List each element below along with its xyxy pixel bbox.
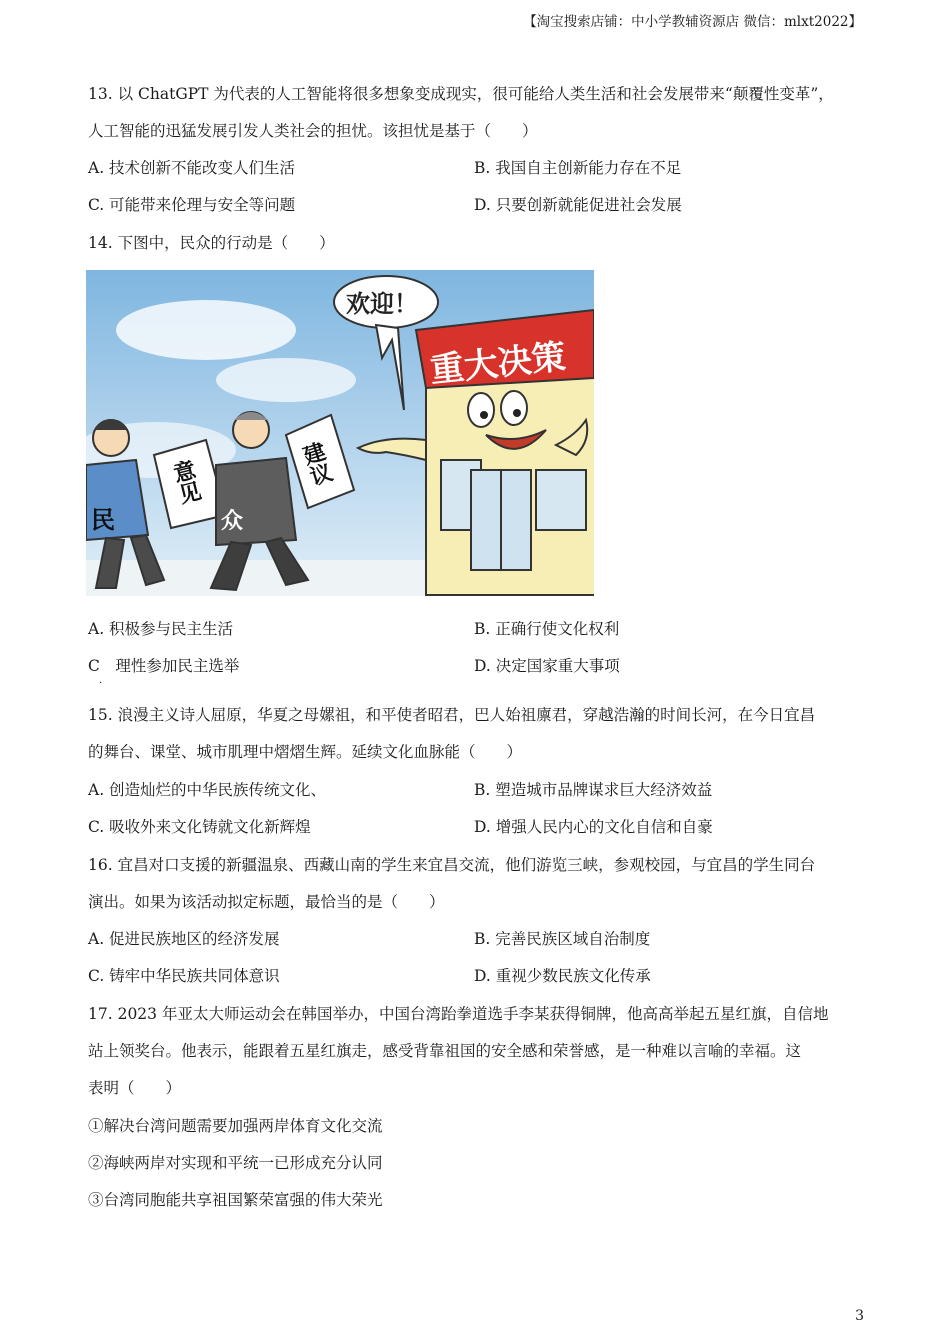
q13-option-c: C. 可能带来伦理与安全等问题 [88, 196, 296, 214]
q15-option-a: A. 创造灿烂的中华民族传统文化、 [88, 781, 327, 799]
q16-option-a: A. 促进民族地区的经济发展 [88, 930, 280, 948]
q17-stem-line3: 表明（ ） [88, 1079, 182, 1097]
q14-cartoon [86, 270, 594, 596]
q16-option-b: B. 完善民族区域自治制度 [474, 930, 651, 948]
q17-stem-line1: 17. 2023 年亚太大师运动会在韩国举办，中国台湾跆拳道选手李某获得铜牌，他高高举起五星红旗，自信地 [88, 1005, 829, 1023]
q17-stem-line2: 站上领奖台。他表示，能跟着五星红旗走，感受背靠祖国的安全感和荣誉感，是一种难以言喻的幸福。这 [88, 1042, 802, 1060]
q13-option-d: D. 只要创新就能促进社会发展 [474, 196, 682, 214]
q15-option-b: B. 塑造城市品牌谋求巨大经济效益 [474, 781, 713, 799]
q14-option-a: A. 积极参与民主生活 [88, 620, 234, 638]
person-1-char: 民 [91, 506, 115, 534]
q15-stem-line2: 的舞台、课堂、城市肌理中熠熠生辉。延续文化血脉能（ ） [88, 743, 523, 761]
q17-statement-3: ③台湾同胞能共享祖国繁荣富强的伟大荣光 [88, 1191, 383, 1209]
paper-2-text: 建议 [297, 439, 335, 489]
page-number: 3 [855, 1308, 864, 1324]
q14-stem: 14. 下图中，民众的行动是（ ） [88, 234, 335, 252]
q15-option-d: D. 增强人民内心的文化自信和自豪 [474, 818, 713, 836]
page-header: 【淘宝搜索店铺：中小学教辅资源店 微信：mlxt2022】 [523, 14, 862, 30]
q13-stem-line1: 13. 以 ChatGPT 为代表的人工智能将很多想象变成现实，很可能给人类生活和社会发展带来“颠覆性变革”， [88, 85, 834, 103]
q15-stem-line1: 15. 浪漫主义诗人屈原，华夏之母嫘祖，和平使者昭君，巴人始祖廪君，穿越浩瀚的时间长河，在今日宜昌 [88, 706, 816, 724]
person-2-char: 众 [221, 509, 244, 534]
q13-option-a: A. 技术创新不能改变人们生活 [88, 159, 296, 177]
q16-stem-line2: 演出。如果为该活动拟定标题，最恰当的是（ ） [88, 893, 445, 911]
q17-statement-1: ①解决台湾问题需要加强两岸体育文化交流 [88, 1117, 383, 1135]
q16-option-c: C. 铸牢中华民族共同体意识 [88, 967, 280, 985]
q14-option-d: D. 决定国家重大事项 [474, 657, 620, 675]
q15-option-c: C. 吸收外来文化铸就文化新辉煌 [88, 818, 311, 836]
q14-option-b: B. 正确行使文化权利 [474, 620, 620, 638]
q17-statement-2: ②海峡两岸对实现和平统一已形成充分认同 [88, 1154, 383, 1172]
sign-text: 重大决策 [428, 336, 568, 391]
q16-option-d: D. 重视少数民族文化传承 [474, 967, 651, 985]
q14-option-c: C 理性参加民主选举 [88, 657, 240, 675]
paper-1-text: 意见 [167, 457, 203, 507]
q16-stem-line1: 16. 宜昌对口支援的新疆温泉、西藏山南的学生来宜昌交流，他们游览三峡，参观校园，与宜昌的学生同台 [88, 856, 816, 874]
q13-option-b: B. 我国自主创新能力存在不足 [474, 159, 682, 177]
q13-stem-line2: 人工智能的迅猛发展引发人类社会的担忧。该担忧是基于（ ） [88, 122, 538, 140]
bubble-text: 欢迎！ [346, 290, 418, 318]
q14-option-c-dot: · [99, 678, 103, 689]
